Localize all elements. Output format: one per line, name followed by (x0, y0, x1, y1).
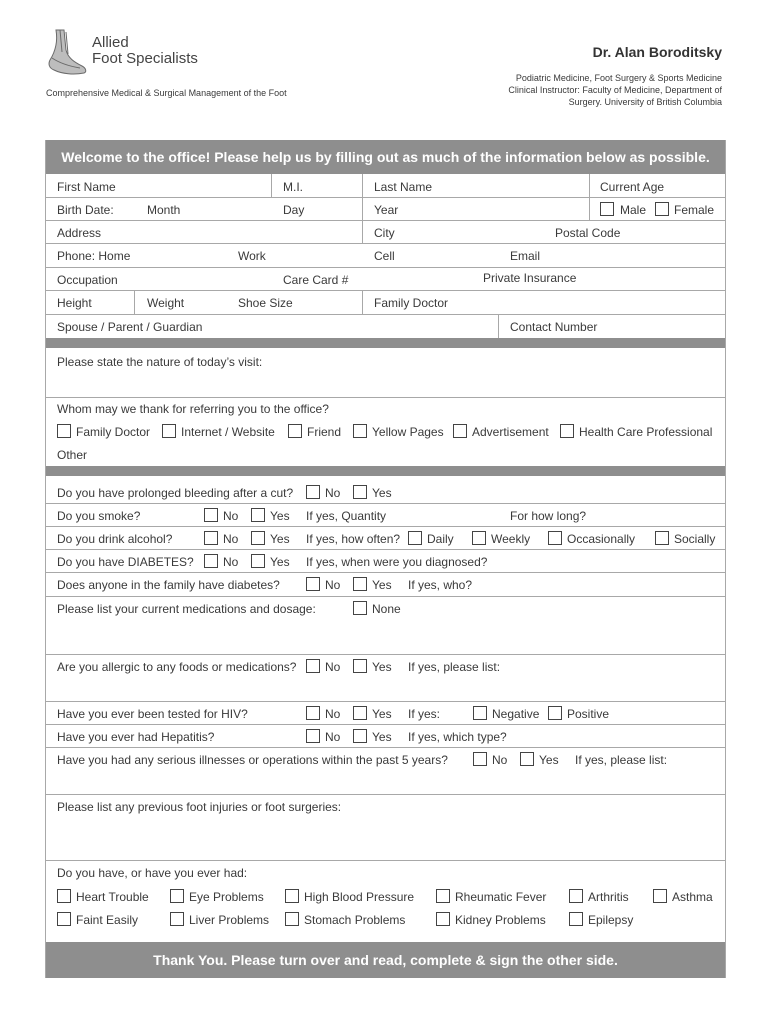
illness-yes-label: Yes (539, 753, 559, 767)
hepatitis-no-checkbox[interactable] (306, 729, 320, 743)
email-field[interactable]: Email (510, 249, 541, 263)
ref-family-doctor-checkbox[interactable] (57, 424, 71, 438)
arthritis-checkbox[interactable] (569, 889, 583, 903)
high-bp-label: High Blood Pressure (304, 890, 415, 904)
hepatitis-yes-label: Yes (372, 730, 392, 744)
birth-month-field[interactable]: Month (147, 203, 181, 217)
visit-nature-field[interactable]: Please state the nature of today’s visit: (57, 355, 263, 369)
medications-none-checkbox[interactable] (353, 601, 367, 615)
section-divider (46, 338, 725, 348)
hiv-if-yes-label: If yes: (408, 707, 441, 721)
allergic-no-label: No (325, 660, 341, 674)
ref-other-field[interactable]: Other (57, 448, 88, 462)
contact-number-field[interactable]: Contact Number (510, 320, 598, 334)
section-divider-2 (46, 466, 725, 476)
thank-you-text: Thank You. Please turn over and read, complete & sign the other side. (153, 952, 618, 968)
birth-day-field[interactable]: Day (283, 203, 305, 217)
rheumatic-fever-label: Rheumatic Fever (455, 890, 547, 904)
medications-none-label: None (372, 602, 401, 616)
occupation-field[interactable]: Occupation (57, 273, 118, 287)
kidney-problems-label: Kidney Problems (455, 913, 546, 927)
faint-easily-checkbox[interactable] (57, 912, 71, 926)
family-diabetes-question: Does anyone in the family have diabetes? (57, 578, 280, 592)
illness-no-checkbox[interactable] (473, 752, 487, 766)
allergic-list-field[interactable]: If yes, please list: (408, 660, 501, 674)
epilepsy-checkbox[interactable] (569, 912, 583, 926)
eye-problems-label: Eye Problems (189, 890, 264, 904)
hiv-positive-label: Positive (567, 707, 610, 721)
postal-code-field[interactable]: Postal Code (555, 226, 621, 240)
illness-list-field[interactable]: If yes, please list: (575, 753, 668, 767)
alcohol-weekly-label: Weekly (491, 532, 531, 546)
shoe-size-field[interactable]: Shoe Size (238, 296, 293, 310)
high-bp-checkbox[interactable] (285, 889, 299, 903)
tagline: Comprehensive Medical & Surgical Management of the Foot (46, 88, 287, 98)
stomach-problems-checkbox[interactable] (285, 912, 299, 926)
thank-you-banner (46, 942, 725, 978)
alcohol-question: Do you drink alcohol? (57, 532, 173, 546)
female-label: Female (674, 203, 715, 217)
male-label: Male (620, 203, 647, 217)
alcohol-daily-checkbox[interactable] (408, 531, 422, 545)
care-card-field[interactable]: Care Card # (283, 273, 349, 287)
ref-hcp-label: Health Care Professional (579, 425, 713, 439)
alcohol-occasionally-checkbox[interactable] (548, 531, 562, 545)
bleeding-yes-label: Yes (372, 486, 392, 500)
asthma-checkbox[interactable] (653, 889, 667, 903)
hiv-negative-label: Negative (492, 707, 540, 721)
height-field[interactable]: Height (57, 296, 92, 310)
guardian-field[interactable]: Spouse / Parent / Guardian (57, 320, 203, 334)
allergic-no-checkbox[interactable] (306, 659, 320, 673)
foot-injuries-field[interactable]: Please list any previous foot injuries or foot surgeries: (57, 800, 342, 814)
alcohol-no-checkbox[interactable] (204, 531, 218, 545)
credentials-line2: Clinical Instructor: Faculty of Medicine, Department of (508, 85, 722, 95)
hepatitis-type-field[interactable]: If yes, which type? (408, 730, 507, 744)
family-diabetes-yes-label: Yes (372, 578, 392, 592)
welcome-banner (46, 140, 725, 174)
welcome-text: Welcome to the office! Please help us by filling out as much of the information below as possible. (61, 149, 710, 165)
alcohol-socially-checkbox[interactable] (655, 531, 669, 545)
hepatitis-yes-checkbox[interactable] (353, 729, 367, 743)
alcohol-no-label: No (223, 532, 239, 546)
arthritis-label: Arthritis (588, 890, 629, 904)
allergic-yes-checkbox[interactable] (353, 659, 367, 673)
hiv-no-label: No (325, 707, 341, 721)
ref-internet-checkbox[interactable] (162, 424, 176, 438)
ref-yellow-pages-label: Yellow Pages (372, 425, 444, 439)
mi-field[interactable]: M.I. (283, 180, 303, 194)
ref-advertisement-checkbox[interactable] (453, 424, 467, 438)
diabetes-no-checkbox[interactable] (204, 554, 218, 568)
diabetes-yes-checkbox[interactable] (251, 554, 265, 568)
liver-problems-checkbox[interactable] (170, 912, 184, 926)
ref-yellow-pages-checkbox[interactable] (353, 424, 367, 438)
phone-work-field[interactable]: Work (238, 249, 266, 263)
allergic-question: Are you allergic to any foods or medications? (57, 660, 297, 674)
alcohol-yes-label: Yes (270, 532, 290, 546)
smoke-yes-label: Yes (270, 509, 290, 523)
hiv-question: Have you ever been tested for HIV? (57, 707, 248, 721)
family-diabetes-no-checkbox[interactable] (306, 577, 320, 591)
hiv-no-checkbox[interactable] (306, 706, 320, 720)
faint-easily-label: Faint Easily (76, 913, 139, 927)
smoke-no-label: No (223, 509, 239, 523)
birth-year-field[interactable]: Year (374, 203, 399, 217)
family-doctor-field[interactable]: Family Doctor (374, 296, 449, 310)
foot-logo-icon (46, 28, 88, 78)
family-diabetes-no-label: No (325, 578, 341, 592)
illness-yes-checkbox[interactable] (520, 752, 534, 766)
phone-home-field[interactable]: Phone: Home (57, 249, 131, 263)
smoke-no-checkbox[interactable] (204, 508, 218, 522)
ref-friend-checkbox[interactable] (288, 424, 302, 438)
kidney-problems-checkbox[interactable] (436, 912, 450, 926)
illness-no-label: No (492, 753, 508, 767)
have-had-question: Do you have, or have you ever had: (57, 866, 248, 880)
city-field[interactable]: City (374, 226, 395, 240)
smoke-yes-checkbox[interactable] (251, 508, 265, 522)
phone-cell-field[interactable]: Cell (374, 249, 395, 263)
logo-line1: Allied (92, 34, 129, 51)
alcohol-daily-label: Daily (427, 532, 454, 546)
current-age-field[interactable]: Current Age (600, 180, 665, 194)
credentials-line1: Podiatric Medicine, Foot Surgery & Sports Medicine (515, 73, 722, 83)
diabetes-when-field[interactable]: If yes, when were you diagnosed? (306, 555, 488, 569)
bleeding-question: Do you have prolonged bleeding after a cut? (57, 486, 294, 500)
asthma-label: Asthma (672, 890, 713, 904)
ref-family-doctor-label: Family Doctor (76, 425, 151, 439)
logo-line2: Foot Specialists (92, 50, 198, 67)
diabetes-question: Do you have DIABETES? (57, 555, 194, 569)
address-field[interactable]: Address (57, 226, 102, 240)
ref-internet-label: Internet / Website (181, 425, 275, 439)
bleeding-yes-checkbox[interactable] (353, 485, 367, 499)
smoke-question: Do you smoke? (57, 509, 141, 523)
heart-trouble-checkbox[interactable] (57, 889, 71, 903)
allergic-yes-label: Yes (372, 660, 392, 674)
ref-advertisement-label: Advertisement (472, 425, 549, 439)
hiv-negative-checkbox[interactable] (473, 706, 487, 720)
medications-question[interactable]: Please list your current medications and dosage: (57, 602, 316, 616)
family-diabetes-yes-checkbox[interactable] (353, 577, 367, 591)
hepatitis-no-label: No (325, 730, 341, 744)
bleeding-no-checkbox[interactable] (306, 485, 320, 499)
diabetes-yes-label: Yes (270, 555, 290, 569)
rheumatic-fever-checkbox[interactable] (436, 889, 450, 903)
liver-problems-label: Liver Problems (189, 913, 270, 927)
logo (46, 28, 208, 80)
bleeding-no-label: No (325, 486, 341, 500)
illness-question: Have you had any serious illnesses or operations within the past 5 years? (57, 753, 448, 767)
last-name-field[interactable]: Last Name (374, 180, 433, 194)
alcohol-weekly-checkbox[interactable] (472, 531, 486, 545)
ref-hcp-checkbox[interactable] (560, 424, 574, 438)
family-diabetes-who-field[interactable]: If yes, who? (408, 578, 473, 592)
diabetes-no-label: No (223, 555, 239, 569)
credentials-line3: Surgery. University of British Columbia (568, 97, 722, 107)
female-checkbox[interactable] (655, 202, 669, 216)
male-checkbox[interactable] (600, 202, 614, 216)
birth-date-label: Birth Date: (57, 203, 114, 217)
hiv-yes-checkbox[interactable] (353, 706, 367, 720)
heart-trouble-label: Heart Trouble (76, 890, 149, 904)
smoke-quantity-field[interactable]: If yes, Quantity (306, 509, 387, 523)
alcohol-frequency-label: If yes, how often? (306, 532, 401, 546)
epilepsy-label: Epilepsy (588, 913, 634, 927)
hepatitis-question: Have you ever had Hepatitis? (57, 730, 215, 744)
weight-field[interactable]: Weight (147, 296, 185, 310)
ref-friend-label: Friend (307, 425, 342, 439)
doctor-name: Dr. Alan Boroditsky (592, 44, 722, 60)
alcohol-socially-label: Socially (674, 532, 716, 546)
first-name-field[interactable]: First Name (57, 180, 116, 194)
private-insurance-field[interactable]: Private Insurance (483, 271, 577, 285)
smoke-duration-field[interactable]: For how long? (510, 509, 587, 523)
alcohol-occasionally-label: Occasionally (567, 532, 636, 546)
stomach-problems-label: Stomach Problems (304, 913, 406, 927)
eye-problems-checkbox[interactable] (170, 889, 184, 903)
hiv-yes-label: Yes (372, 707, 392, 721)
alcohol-yes-checkbox[interactable] (251, 531, 265, 545)
hiv-positive-checkbox[interactable] (548, 706, 562, 720)
referral-question: Whom may we thank for referring you to the office? (57, 402, 329, 416)
